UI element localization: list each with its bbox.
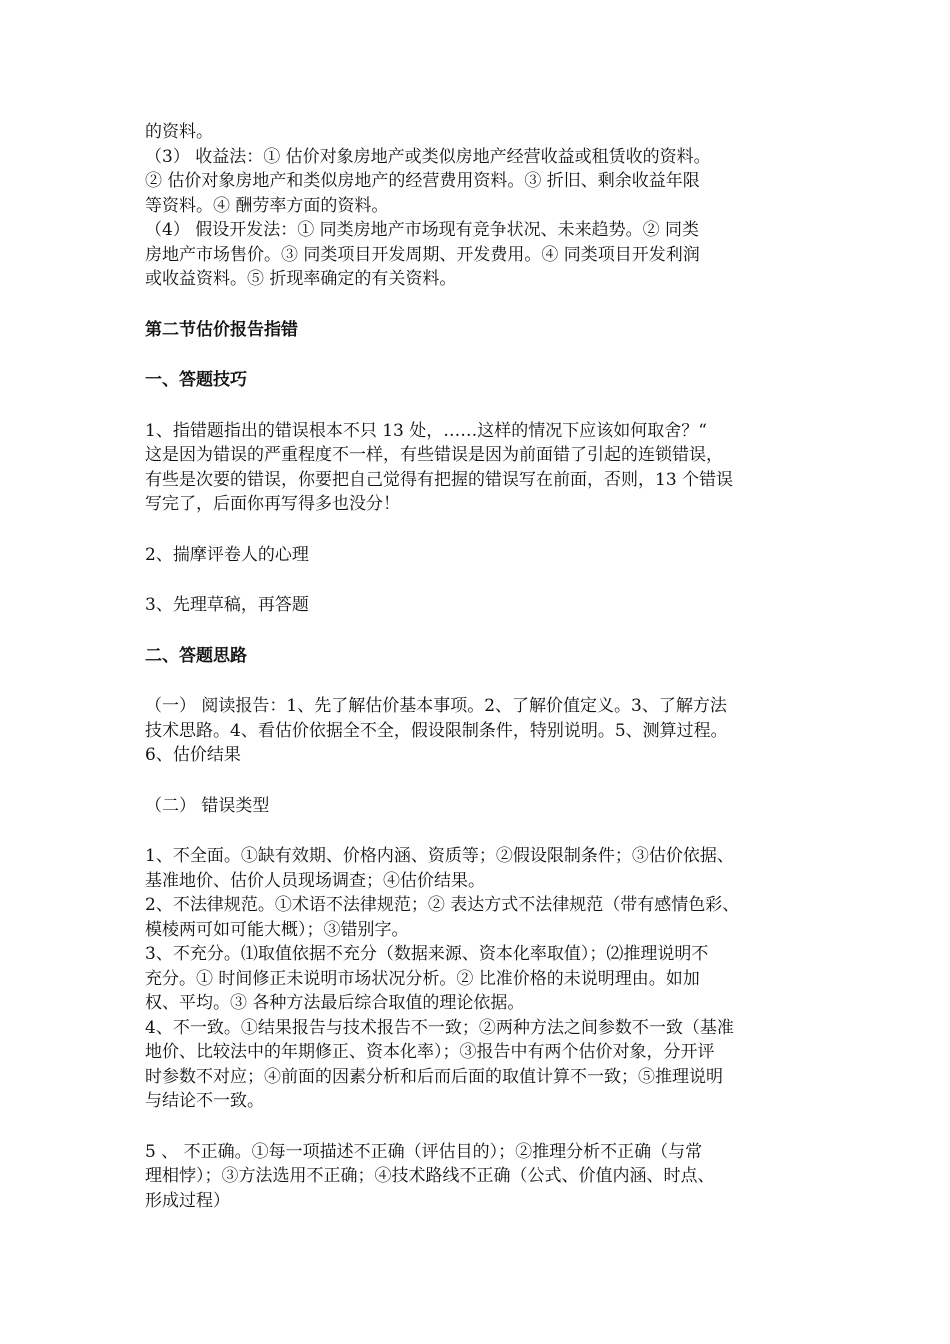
error-types-title: （二） 错误类型 — [145, 795, 270, 816]
text-line: 充分。① 时间修正未说明市场状况分析。② 比准价格的未说明理由。如加 — [145, 968, 700, 989]
text-line: 权、平均。③ 各种方法最后综合取值的理论依据。 — [145, 993, 525, 1013]
text-line: 5 、 不正确。①每一项描述不正确（评估目的）；②推理分析不正确（与常 — [145, 1141, 703, 1162]
section-title: 第二节估价报告指错 — [145, 319, 298, 340]
heading-answer-approach: 二、答题思路 — [145, 645, 247, 666]
error-5-paragraph — [145, 1140, 815, 1214]
text-line: 1、不全面。①缺有效期、价格内涵、资质等；②假设限制条件；③估价依据、 — [145, 846, 734, 866]
text-line: 的资料。 — [145, 122, 213, 142]
text-line: （4） 假设开发法：① 同类房地产市场现有竞争状况、未来趋势。② 同类 — [145, 220, 700, 240]
text-line: 1、指错题指出的错误根本不只 13 处，……这样的情况下应该如何取舍？“ — [145, 420, 707, 441]
heading-answer-tips: 一、答题技巧 — [145, 370, 247, 390]
text-line: 地价、比较法中的年期修正、资本化率）；③报告中有两个估价对象，分开评 — [145, 1042, 715, 1062]
text-line: 等资料。④ 酬劳率方面的资料。 — [145, 195, 389, 216]
text-line: 3、不充分。⑴取值依据不充分（数据来源、资本化率取值）；⑵推理说明不 — [145, 944, 709, 964]
text-line: 2、不法律规范。①术语不法律规范；② 表达方式不法律规范（带有感情色彩、 — [145, 895, 740, 915]
text-line: 或收益资料。⑤ 折现率确定的有关资料。 — [145, 269, 457, 289]
document-body — [145, 120, 815, 1213]
tip-1-paragraph — [145, 419, 815, 517]
text-line: 与结论不一致。 — [145, 1091, 264, 1111]
text-line: 有些是次要的错误，你要把自己觉得有把握的错误写在前面，否则，13 个错误 — [145, 469, 734, 490]
text-line: ② 估价对象房地产和类似房地产的经营费用资料。③ 折旧、剩余收益年限 — [145, 171, 700, 191]
income-and-development-methods-paragraph — [145, 120, 815, 292]
text-line: （3） 收益法：① 估价对象房地产或类似房地产经营收益或租赁收的资料。 — [145, 146, 711, 167]
text-line: 模棱两可如可能大概）；③错别字。 — [145, 919, 409, 940]
tip-2: 2、揣摩评卷人的心理 — [145, 544, 309, 565]
read-report-paragraph — [145, 694, 815, 768]
text-line: 这是因为错误的严重程度不一样，有些错误是因为前面错了引起的连锁错误， — [145, 445, 723, 465]
text-line: 时参数不对应；④前面的因素分析和后而后面的取值计算不一致；⑤推理说明 — [145, 1066, 723, 1087]
tip-3: 3、先理草稿，再答题 — [145, 595, 309, 615]
text-line: 技术思路。4、看估价依据全不全，假设限制条件，特别说明。5、测算过程。 — [145, 720, 728, 741]
text-line: 房地产市场售价。③ 同类项目开发周期、开发费用。④ 同类项目开发利润 — [145, 244, 700, 265]
text-line: 6、估价结果 — [145, 745, 241, 765]
text-line: 基准地价、估价人员现场调查；④估价结果。 — [145, 870, 485, 891]
text-line: 写完了，后面你再写得多也没分！ — [145, 494, 400, 514]
text-line: 理相悖）；③方法选用不正确；④技术路线不正确（公式、价值内涵、时点、 — [145, 1166, 715, 1186]
text-line: （一） 阅读报告：1、先了解估价基本事项。2、了解价值定义。3、了解方法 — [145, 696, 727, 716]
text-line: 形成过程） — [145, 1190, 230, 1211]
error-types-list — [145, 844, 815, 1114]
text-line: 4、不一致。①结果报告与技术报告不一致；②两种方法之间参数不一致（基准 — [145, 1017, 734, 1038]
